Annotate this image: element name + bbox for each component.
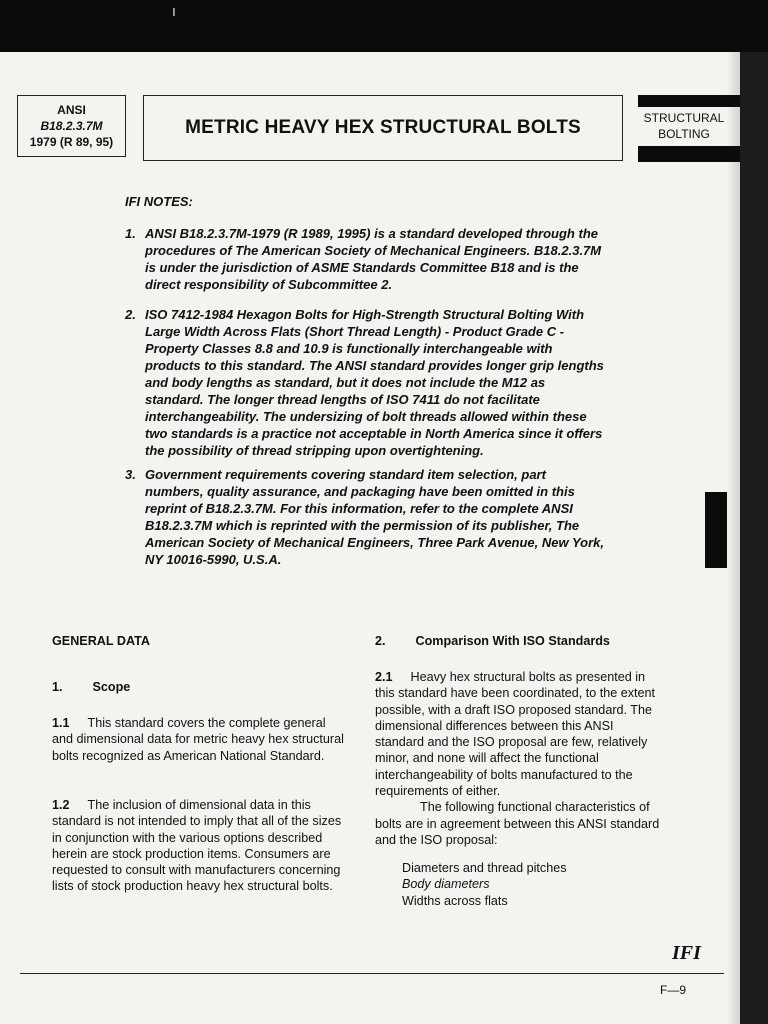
note-3 [125, 466, 605, 568]
scan-right-shadow [727, 52, 741, 1024]
code-year: 1979 (R 89, 95) [29, 135, 114, 149]
list-item: Diameters and thread pitches [402, 861, 567, 875]
scope-title: Scope [92, 680, 131, 694]
note-text: ANSI B18.2.3.7M-1979 (R 1989, 1995) is a standard developed through the procedures of The American Society of Mechanical Engineers. B18.2.3.7M is under the jurisdiction of ASME Standards Committee B18 and is the direct responsibility of Subcommittee 2. [145, 226, 602, 292]
note-text: Government requirements covering standard item selection, part numbers, quality assurance, and packaging have been omitted in this reprint of B18.2.3.7M. For this information, refer to the complete ANSI B18.2.3.7M which is reprinted with the permission of its publisher, The American Society of Mechanical Engineers, Three Park Avenue, New York, NY 10016-5990, U.S.A. [145, 467, 605, 567]
paragraph-1-2 [52, 797, 344, 895]
footer-rule [20, 973, 724, 974]
ifi-logo: IFI [672, 942, 701, 964]
paragraph-text: This standard covers the complete general and dimensional data for metric heavy hex structural bolts recognized as American National Standard. [52, 716, 344, 763]
general-data-heading: GENERAL DATA [52, 634, 150, 648]
list-item: Widths across flats [402, 893, 508, 908]
list-item: Body diameters [402, 877, 490, 892]
page-number: F—9 [660, 983, 687, 997]
paragraph-number: 2.1 [375, 670, 393, 684]
section-tab-line2: BOLTING [658, 127, 710, 141]
note-2 [125, 306, 605, 459]
feature-list [402, 860, 567, 909]
note-number: 1. [125, 226, 136, 241]
code-number: B18.2.3.7M [40, 119, 103, 133]
comparison-heading [375, 634, 610, 648]
page-title-box [143, 95, 623, 161]
note-number: 3. [125, 467, 136, 482]
note-1 [125, 225, 605, 293]
scan-mark: ı [172, 4, 176, 20]
comparison-number: 2. [375, 634, 386, 648]
section-tab [640, 110, 728, 142]
paragraph-text: The inclusion of dimensional data in this standard is not intended to imply that all of the sizes in conjunction with the various options described herein are stock production items. Consumers are requested to consult with manufacturers concerning lists of stock production heavy hex structural bolts. [52, 798, 342, 894]
paragraph-number: 1.2 [52, 798, 70, 812]
paragraph-continuation: The following functional characteristics of bolts are in agreement between this ANSI standard and the ISO proposal: [375, 800, 660, 847]
paragraph-text: Heavy hex structural bolts as presented in this standard have been coordinated, to the extent possible, with a draft ISO proposed standard. The dimensional differences between this ANSI standard and the ISO proposal are few, relatively minor, and none will affect the functional interchangeability of bolts manufactured to the requirements of either. [375, 670, 656, 799]
page-title: METRIC HEAVY HEX STRUCTURAL BOLTS [185, 117, 581, 138]
note-text: ISO 7412-1984 Hexagon Bolts for High-Strength Structural Bolting With Large Width Across Flats (Short Thread Length) - Product Grade C - Property Classes 8.8 and 10.9 is functionally interchangeable with products to this standard. The ANSI standard provides longer grip lengths and body lengths as standard, but it does not include the M12 as standard. The longer thread lengths of ISO 7411 do not facilitate interchangeability. The undersizing of bolt threads allowed within these two standards is a practice not acceptable in North America since it offers the possibility of thread stripping upon overtightening. [145, 307, 604, 458]
notes-heading: IFI NOTES: [125, 194, 193, 209]
standard-code-box [17, 95, 126, 157]
section-tab-line1: STRUCTURAL [643, 111, 725, 125]
scope-heading [52, 680, 130, 694]
paragraph-1-1 [52, 715, 344, 764]
comparison-title: Comparison With ISO Standards [415, 634, 610, 648]
margin-marker [705, 492, 727, 568]
scope-number: 1. [52, 680, 63, 694]
section-tab-top [638, 95, 740, 107]
section-tab-bottom [638, 146, 740, 162]
paragraph-number: 1.1 [52, 716, 70, 730]
scan-top-border [0, 0, 768, 52]
note-number: 2. [125, 307, 136, 322]
code-org: ANSI [57, 103, 86, 117]
scan-right-border [740, 52, 768, 1024]
paragraph-2-1 [375, 669, 665, 848]
